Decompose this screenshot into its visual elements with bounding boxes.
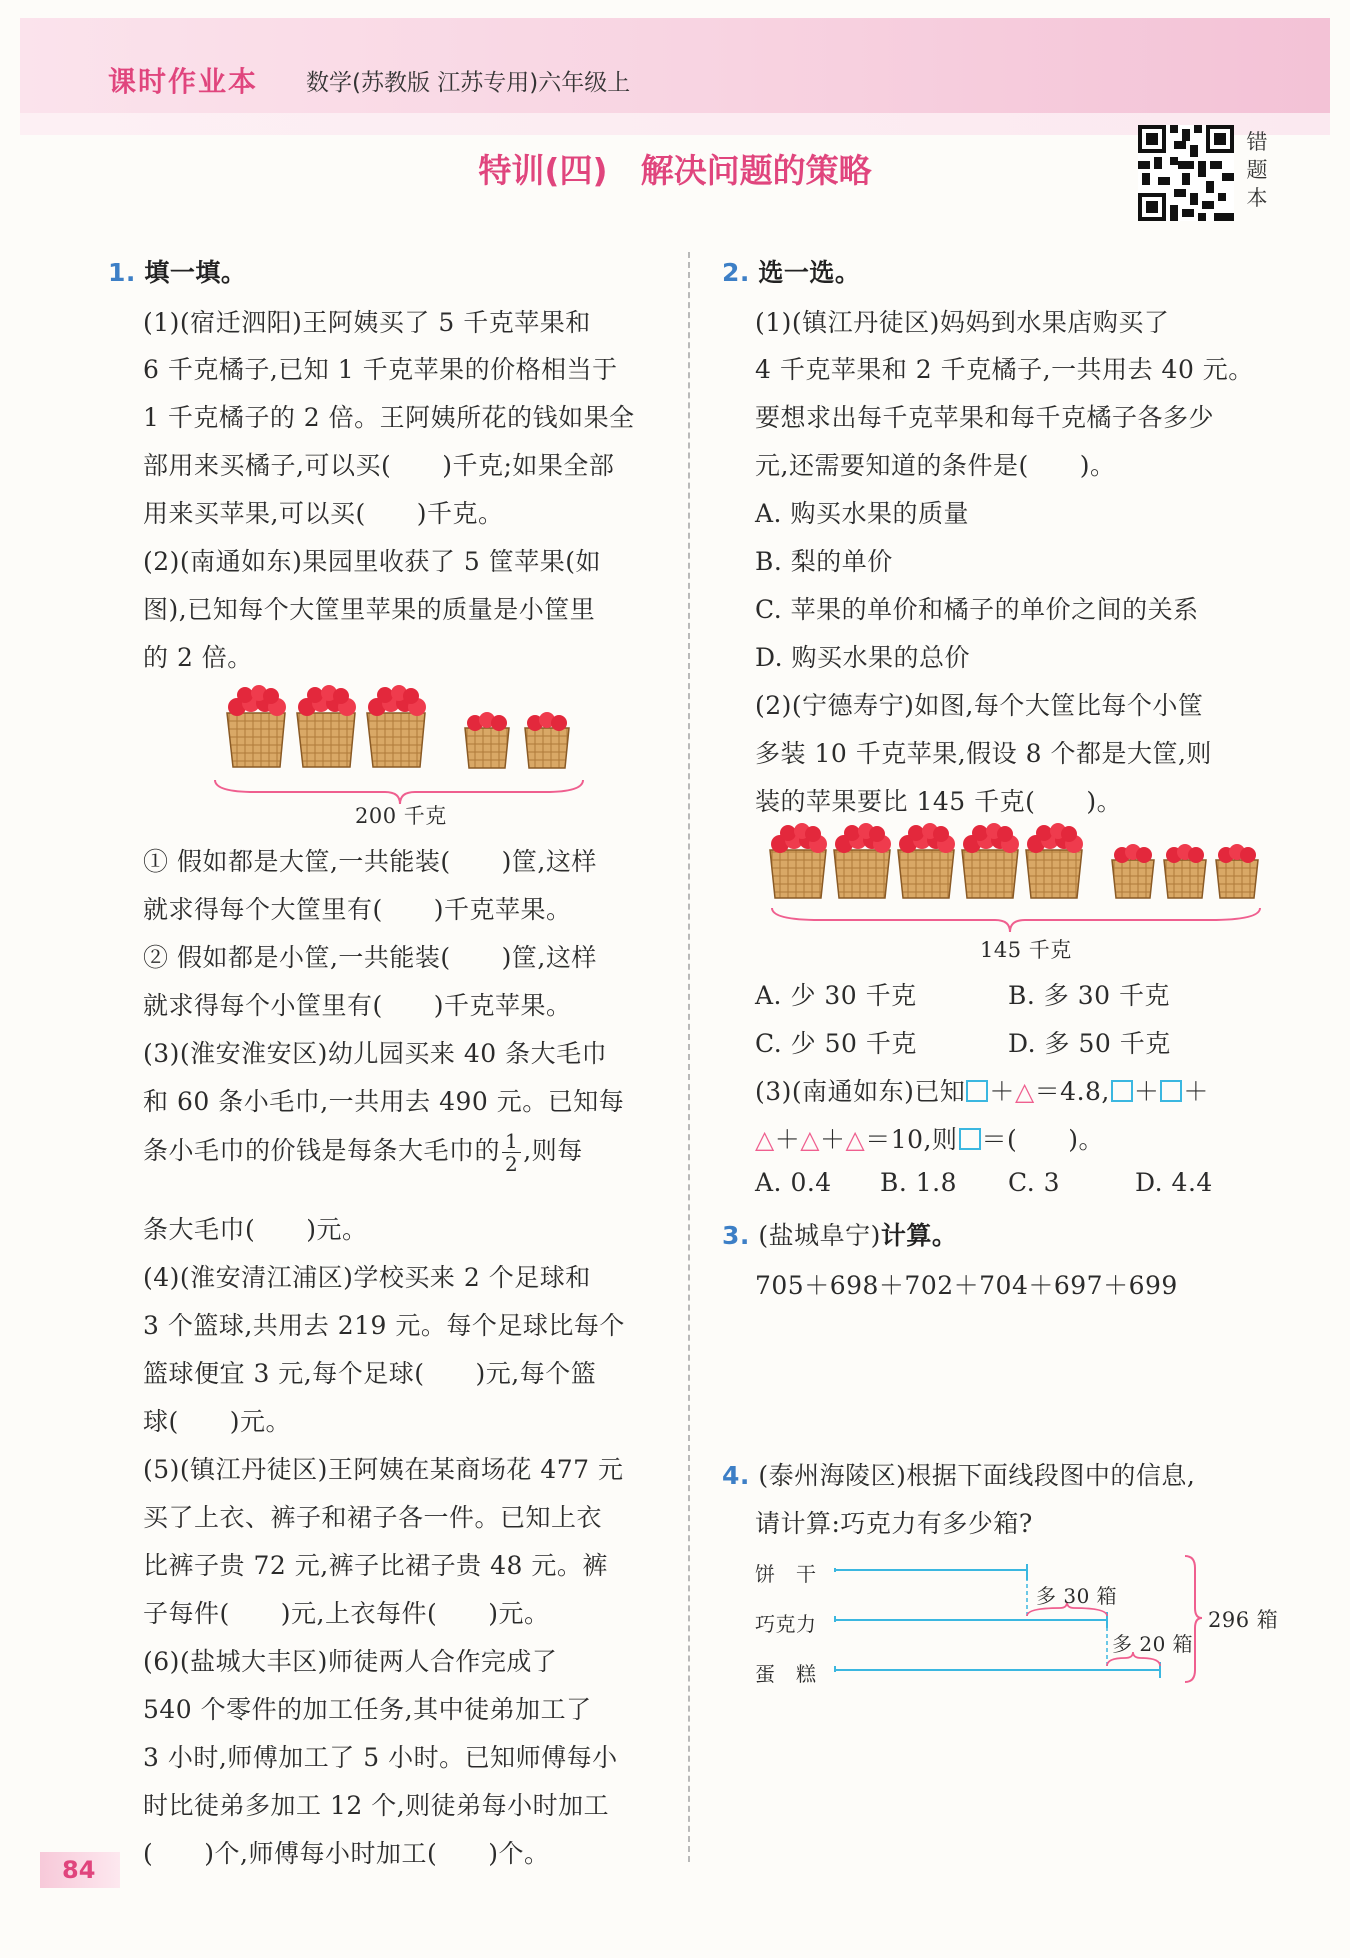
qr-label: 错 题 本 [1246,130,1268,210]
q1-4-line: (4)(淮安清江浦区)学校买来 2 个足球和 [143,1263,591,1292]
triangle-symbol-icon: △ [755,1125,775,1154]
triangle-symbol-icon: △ [1014,1077,1035,1106]
q1-6-line: 3 小时,师傅加工了 5 小时。已知师傅每小 [143,1743,618,1772]
q1-5-line: (5)(镇江丹徒区)王阿姨在某商场花 477 元 [143,1455,624,1484]
q2-3-option-b: B. 1.8 [880,1168,958,1197]
q2-3-option-d: D. 4.4 [1135,1168,1213,1197]
square-symbol-icon [1111,1080,1133,1102]
q1-1-line: 1 千克橘子的 2 倍。王阿姨所花的钱如果全 [143,403,635,432]
q1-3-line: (3)(淮安淮安区)幼儿园买来 40 条大毛巾 [143,1039,608,1068]
q1-5-line: 子每件( )元,上衣每件( )元。 [143,1599,550,1628]
q1-6-line: (6)(盐城大丰区)师徒两人合作完成了 [143,1647,558,1676]
q1-1-line: (1)(宿迁泗阳)王阿姨买了 5 千克苹果和 [143,308,591,337]
q2-1-option-b: B. 梨的单价 [755,547,893,576]
q1-4-line: 3 个篮球,共用去 219 元。每个足球比每个 [143,1311,625,1340]
page-number: 84 [40,1852,120,1888]
diagram-row-label: 巧克力 [755,1612,817,1636]
q1-4-line: 篮球便宜 3 元,每个足球( )元,每个篮 [143,1359,597,1388]
q1-3-line: 和 60 条小毛巾,一共用去 490 元。已知每 [143,1087,625,1116]
figure-1-total-label: 200 千克 [355,804,447,828]
big-basket [227,685,286,767]
q1-2-sub: 就求得每个小筐里有( )千克苹果。 [143,991,572,1020]
q2-2-option-a: A. 少 30 千克 [755,981,917,1010]
fraction-half: $\frac{1}{2}$ [502,1130,521,1175]
q1-2-line: (2)(南通如东)果园里收获了 5 筐苹果(如 [143,547,601,576]
line-segment-diagram [830,1550,1270,1700]
q1-1-line: 用来买苹果,可以买( )千克。 [143,499,504,528]
triangle-symbol-icon: △ [845,1125,866,1154]
triangle-symbol-icon: △ [800,1125,820,1154]
q2-3-line-2: △＋△＋△＝10,则 ＝( )。 [755,1125,1105,1154]
brace [1185,1556,1202,1682]
q1-6-line: 时比徒弟多加工 12 个,则徒弟每小时加工 [143,1791,610,1820]
q2-1-option-a: A. 购买水果的质量 [755,499,969,528]
basket-figure-2 [760,822,1270,942]
q1-5-line: 买了上衣、裤子和裙子各一件。已知上衣 [143,1503,603,1532]
page-title: 特训(四) 解决问题的策略 [478,151,872,190]
q2-2-option-d: D. 多 50 千克 [1008,1029,1171,1058]
q1-6-line: 540 个零件的加工任务,其中徒弟加工了 [143,1695,592,1724]
q1-1-line: 6 千克橘子,已知 1 千克苹果的价格相当于 [143,355,618,384]
big-basket [297,685,356,767]
question-3-heading: 3. (盐城阜宁)计算。 [722,1221,958,1250]
q2-1-option-c: C. 苹果的单价和橘子的单价之间的关系 [755,595,1199,624]
brace [772,908,1260,932]
q1-1-line: 部用来买橘子,可以买( )千克;如果全部 [143,451,615,480]
q1-2-line: 的 2 倍。 [143,643,253,672]
book-subtitle: 数学(苏教版 江苏专用)六年级上 [306,70,631,96]
diagram-row-label: 蛋 糕 [755,1662,817,1686]
q1-6-line: ( )个,师傅每小时加工( )个。 [143,1839,550,1868]
big-basket [367,685,426,767]
question-2-heading: 2. 选一选。 [722,258,861,287]
square-symbol-icon [1160,1080,1182,1102]
figure-2-total-label: 145 千克 [980,938,1072,962]
q2-2-option-b: B. 多 30 千克 [1008,981,1170,1010]
q4-line: 请计算:巧克力有多少箱? [755,1509,1033,1538]
q1-4-line: 球( )元。 [143,1407,292,1436]
q3-expression: 705＋698＋702＋704＋697＋699 [755,1271,1178,1300]
q2-3-option-c: C. 3 [1008,1168,1061,1197]
q1-5-line: 比裤子贵 72 元,裤子比裙子贵 48 元。裤 [143,1551,608,1580]
q2-2-line: 多装 10 千克苹果,假设 8 个都是大筐,则 [755,739,1212,768]
diagram-diff-1: 多 30 箱 [1036,1584,1118,1608]
q1-3-fraction-line: 条小毛巾的价钱是每条大毛巾的 $\frac{1}{2}$ ,则每 [143,1129,583,1176]
square-symbol-icon [966,1080,988,1102]
small-basket [525,712,569,768]
q1-2-sub: ① 假如都是大筐,一共能装( )筐,这样 [143,847,597,876]
q2-2-line: (2)(宁德寿宁)如图,每个大筐比每个小筐 [755,691,1204,720]
diagram-row-label: 饼 干 [755,1562,817,1586]
q2-1-line: 4 千克苹果和 2 千克橘子,一共用去 40 元。 [755,355,1254,384]
q1-2-sub: ② 假如都是小筐,一共能装( )筐,这样 [143,943,597,972]
q2-1-option-d: D. 购买水果的总价 [755,643,971,672]
q2-3-option-a: A. 0.4 [755,1168,832,1197]
q1-2-line: 图),已知每个大筐里苹果的质量是小筐里 [143,595,596,624]
brand-title: 课时作业本 [108,65,259,98]
column-divider [688,252,690,1862]
q2-1-line: 要想求出每千克苹果和每千克橘子各多少 [755,403,1215,432]
qr-code-icon[interactable] [1138,125,1234,221]
diagram-total: 296 箱 [1208,1608,1279,1632]
q2-2-line: 装的苹果要比 145 千克( )。 [755,787,1123,816]
q2-1-line: 元,还需要知道的条件是( )。 [755,451,1116,480]
q2-2-option-c: C. 少 50 千克 [755,1029,917,1058]
square-symbol-icon [959,1128,981,1150]
small-basket [465,712,509,768]
q2-3-line-1: (3)(南通如东)已知 ＋△＝4.8, ＋ ＋ [755,1077,1209,1106]
question-4-heading: 4. (泰州海陵区)根据下面线段图中的信息, [722,1461,1196,1490]
diagram-diff-2: 多 20 箱 [1112,1632,1194,1656]
q1-2-sub: 就求得每个大筐里有( )千克苹果。 [143,895,572,924]
q1-3-line: 条大毛巾( )元。 [143,1215,368,1244]
question-1-heading: 1. 填一填。 [108,258,247,287]
q2-1-line: (1)(镇江丹徒区)妈妈到水果店购买了 [755,308,1170,337]
